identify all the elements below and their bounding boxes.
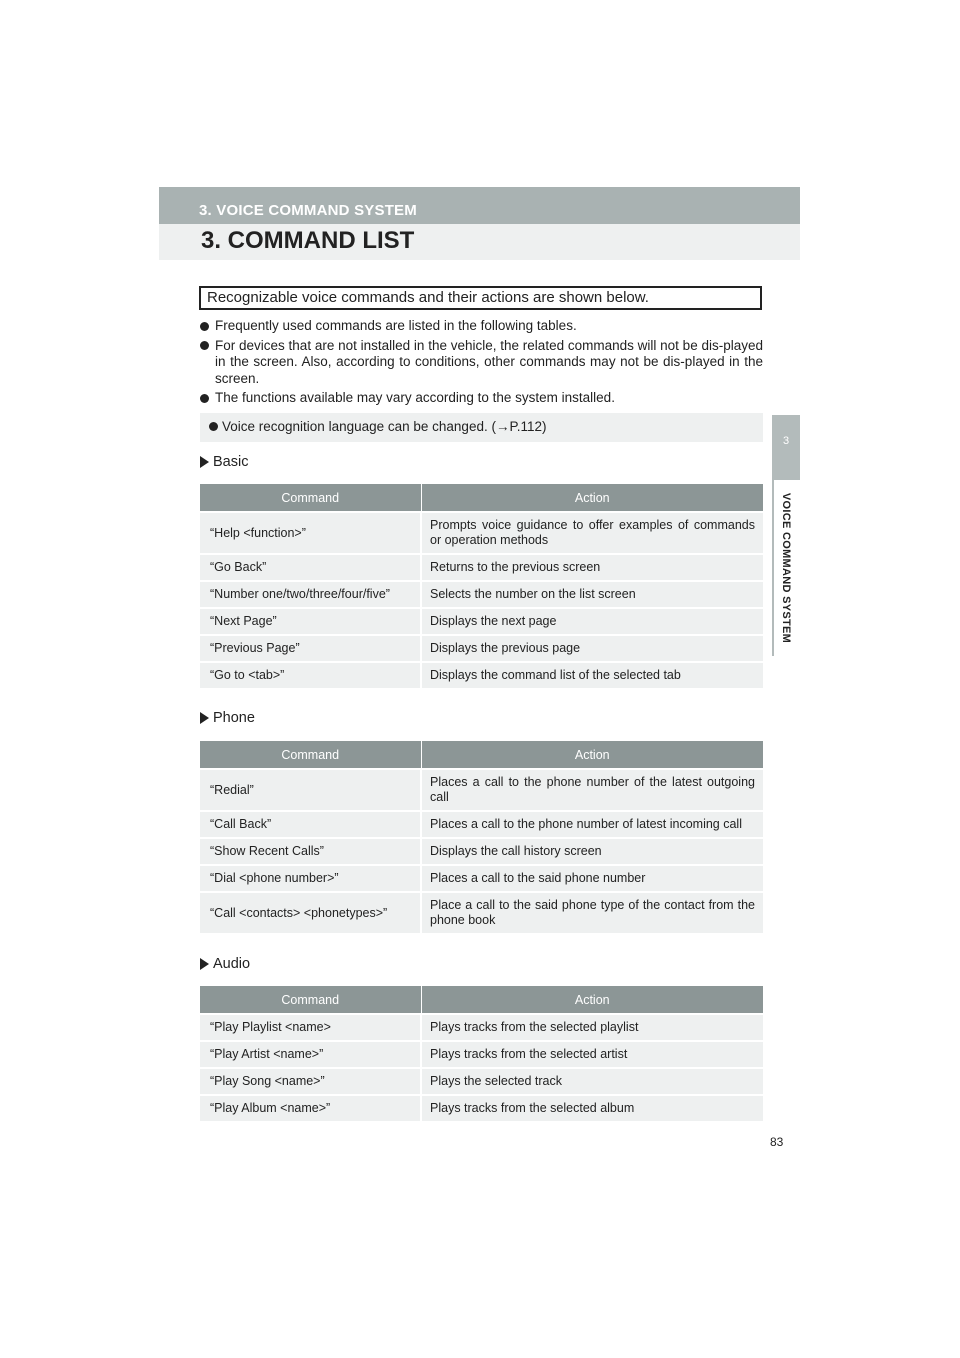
table-row: “Play Song <name>” Plays the selected track	[200, 1068, 763, 1095]
column-header-command: Command	[200, 741, 421, 769]
bullet-dot-icon	[200, 341, 209, 350]
column-header-command: Command	[200, 986, 421, 1014]
table-row: “Play Playlist <name> Plays tracks from the selected playlist	[200, 1014, 763, 1041]
section-title: 3. VOICE COMMAND SYSTEM	[199, 202, 417, 219]
triangle-right-icon	[200, 712, 209, 724]
column-header-action: Action	[421, 741, 763, 769]
table-row: “Help <function>” Prompts voice guidance to offer examples of commands or operation methods	[200, 512, 763, 554]
table-row: “Call <contacts> <phonetypes>” Place a call to the said phone type of the contact from the phone book	[200, 892, 763, 933]
table-row: “Play Artist <name>” Plays tracks from the selected artist	[200, 1041, 763, 1068]
triangle-right-icon	[200, 456, 209, 468]
section-heading-audio: Audio	[200, 956, 250, 972]
chapter-tab	[772, 415, 800, 480]
table-row: “Dial <phone number>” Places a call to the said phone number	[200, 865, 763, 892]
bullet-item: The functions available may vary according to the system installed.	[199, 390, 763, 407]
bullet-item: For devices that are not installed in the vehicle, the related commands will not be dis-played in the screen. Also, according to conditions, other commands may not be dis-played in the screen.	[199, 338, 763, 388]
page-title: 3. COMMAND LIST	[201, 227, 415, 254]
note-text: Voice recognition language can be changed. (→P.112)	[222, 419, 547, 434]
table-row: “Play Album <name>” Plays tracks from the selected album	[200, 1095, 763, 1121]
bullet-dot-icon	[209, 422, 218, 431]
table-row: “Number one/two/three/four/five” Selects the number on the list screen	[200, 581, 763, 608]
intro-text: Recognizable voice commands and their actions are shown below.	[207, 289, 649, 306]
basic-command-table	[200, 484, 763, 688]
page-number: 83	[770, 1135, 784, 1149]
table-row: “Redial” Places a call to the phone number of the latest outgoing call	[200, 769, 763, 811]
chapter-label: VOICE COMMAND SYSTEM	[780, 492, 792, 644]
chapter-number: 3	[782, 435, 790, 447]
phone-command-table	[200, 741, 763, 933]
column-header-action: Action	[421, 484, 763, 512]
column-header-action: Action	[421, 986, 763, 1014]
bullet-dot-icon	[200, 322, 209, 331]
table-row: “Call Back” Places a call to the phone number of latest incoming call	[200, 811, 763, 838]
bullet-item: Frequently used commands are listed in the following tables.	[199, 318, 763, 335]
table-row: “Go Back” Returns to the previous screen	[200, 554, 763, 581]
section-heading-basic: Basic	[200, 454, 248, 470]
table-row: “Show Recent Calls” Displays the call history screen	[200, 838, 763, 865]
column-header-command: Command	[200, 484, 421, 512]
triangle-right-icon	[200, 958, 209, 970]
bullet-dot-icon	[200, 394, 209, 403]
table-row: “Next Page” Displays the next page	[200, 608, 763, 635]
section-heading-phone: Phone	[200, 710, 255, 726]
table-row: “Previous Page” Displays the previous page	[200, 635, 763, 662]
table-row: “Go to <tab>” Displays the command list of the selected tab	[200, 662, 763, 688]
bullet-list	[199, 318, 763, 410]
audio-command-table	[200, 986, 763, 1121]
